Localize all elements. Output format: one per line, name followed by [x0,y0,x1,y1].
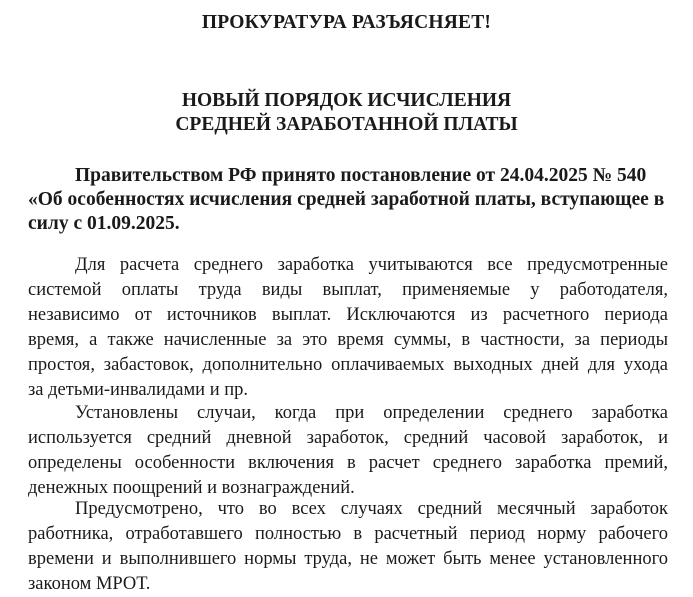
paragraph-line: время, а также начисленные за это время суммы, в частности, за периоды [28,330,668,350]
paragraph-line: работника, отработавшего полностью в расчетный период норму рабочего [28,524,668,544]
paragraph-line: независимо от источников выплат. Исключаются из расчетного периода [28,305,668,325]
paragraph-line: системой оплаты труда виды выплат, применяемые у работодателя, [28,280,668,300]
paragraph-line: времени и выполнившего нормы труда, не может быть менее установленного [28,549,668,569]
paragraph-line: Установлены случаи, когда при определении среднего заработка [75,403,668,423]
lead-line: силу с 01.09.2025. [28,213,180,234]
lead-line: «Об особенностях исчисления средней заработной платы, вступающее в [28,189,665,210]
paragraph-line: Предусмотрено, что во всех случаях средний месячный заработок [75,499,668,519]
paragraph-line: определены особенности включения в расчет среднего заработка премий, [28,453,668,473]
paragraph-line: денежных поощрений и вознаграждений. [28,478,355,498]
body-paragraph [28,401,668,501]
lead-line: Правительством РФ принято постановление от 24.04.2025 № 540 [75,165,647,186]
body-paragraph [28,497,668,597]
main-title-line: НОВЫЙ ПОРЯДОК ИСЧИСЛЕНИЯ [181,90,512,111]
body-paragraph [28,253,668,403]
paragraph-line: Для расчета среднего заработка учитываются все предусмотренные [75,255,668,275]
header-title: ПРОКУРАТУРА РАЗЪЯСНЯЕТ! [201,12,492,33]
lead-paragraph [28,164,668,236]
paragraph-line: используется средний дневной заработок, средний часовой заработок, и [28,428,668,448]
main-title [0,89,693,137]
paragraph-line: простоя, забастовок, дополнительно оплачиваемых выходных дней для ухода [28,355,668,375]
paragraph-line: законом МРОТ. [28,574,151,594]
paragraph-line: за детьми-инвалидами и пр. [28,380,249,400]
main-title-line: СРЕДНЕЙ ЗАРАБОТАННОЙ ПЛАТЫ [175,114,518,135]
